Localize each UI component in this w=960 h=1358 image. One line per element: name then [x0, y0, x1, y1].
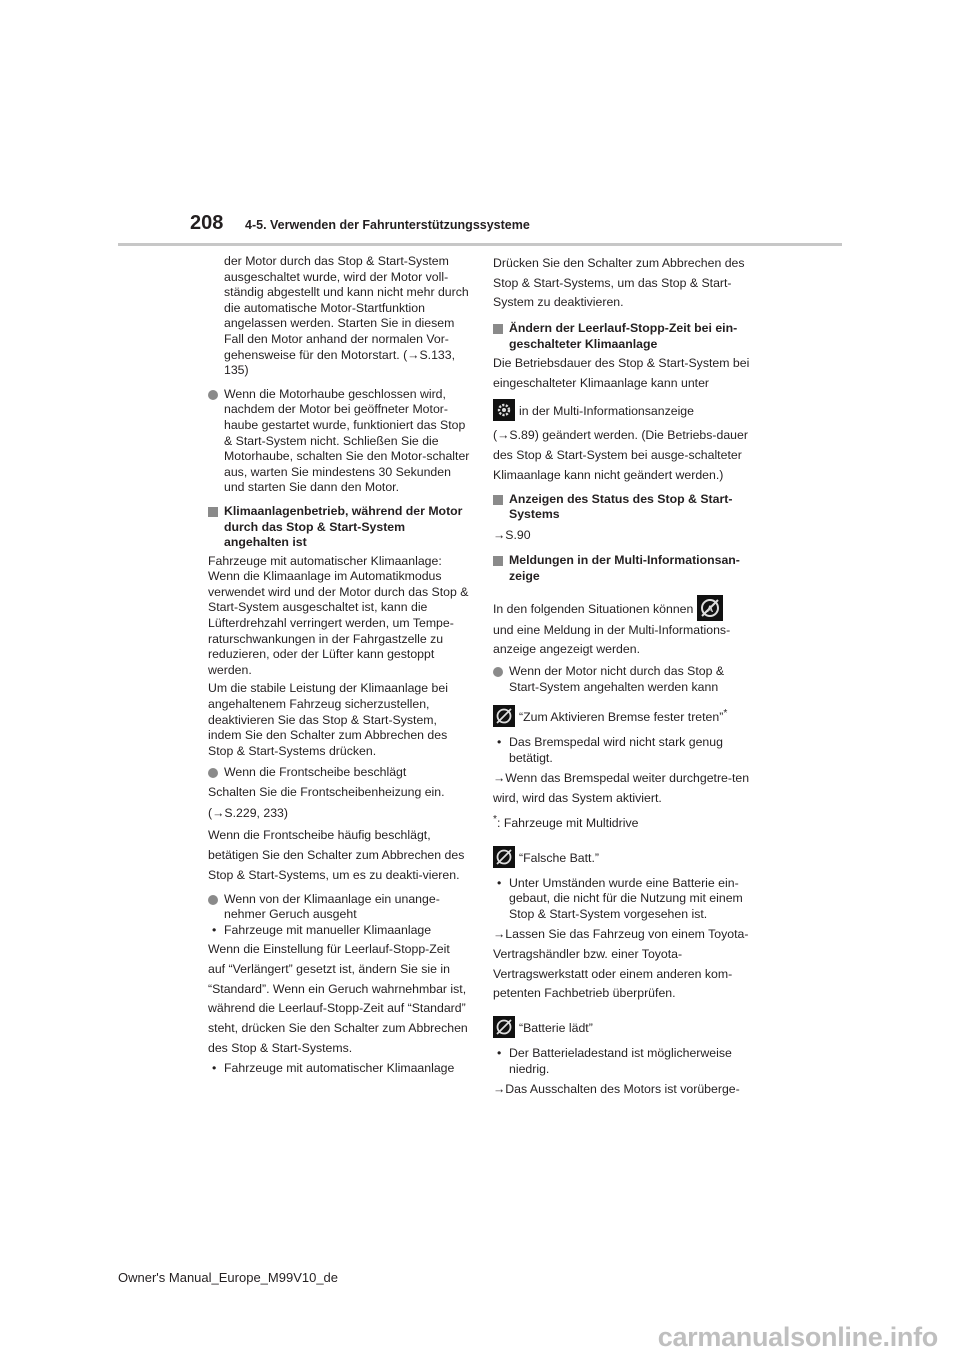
- cross-reference[interactable]: →S.90: [493, 527, 531, 542]
- bullet-dot: [208, 390, 218, 400]
- section-title: 4-5. Verwenden der Fahrunterstützungssysteme: [245, 218, 530, 232]
- footer: Owner's Manual_Europe_M99V10_de: [118, 1270, 339, 1285]
- subheading: Meldungen in der Multi-Informationsan-zeige: [493, 553, 755, 584]
- square-marker: [493, 324, 503, 334]
- stop-start-indicator-icon: [493, 705, 515, 727]
- paragraph: Wenn die Frontscheibe häufig beschlägt, betätigen Sie den Schalter zum Abbrechen des Stop & Start-Systems, um es zu deakti-vieren.: [208, 828, 465, 882]
- header-rule: [118, 243, 842, 246]
- sub-bullet: • Fahrzeuge mit automatischer Klimaanlage: [212, 1060, 455, 1075]
- subheading: Klimaanlagenbetrieb, während der Motor durch das Stop & Start-System angehalten ist: [208, 504, 470, 551]
- bullet-item: Wenn der Motor nicht durch das Stop & Start-System angehalten werden kann: [493, 664, 755, 695]
- paragraph: In den folgenden Situationen können A: [493, 595, 755, 621]
- paragraph: →Wenn das Bremspedal weiter durchgetre-ten wird, wird das System aktiviert.: [493, 771, 750, 806]
- paragraph: →Das Ausschalten des Motors ist vorüberge-: [493, 1082, 740, 1097]
- paragraph: Schalten Sie die Frontscheibenheizung ein.: [208, 785, 445, 799]
- paragraph: (→S.89) geändert werden. (Die Betriebs-dauer des Stop & Start-System bei ausge-schalteter Klimaanlage kann nicht geändert werden.): [493, 428, 748, 482]
- gear-icon: [493, 399, 515, 421]
- message-line: “Zum Aktivieren Bremse fester treten”*: [493, 705, 755, 727]
- svg-text:A: A: [707, 603, 714, 614]
- sub-bullet: • Das Bremspedal wird nicht stark genug betätigt.: [497, 735, 723, 765]
- bullet-dot: [493, 667, 503, 677]
- message-line: “Batterie lädt”: [493, 1016, 755, 1038]
- paragraph: →Lassen Sie das Fahrzeug von einem Toyota-Vertragshändler bzw. einer Toyota-Vertragswerkstatt oder einem anderen kom-petenten Fachbetrieb überprüfen.: [493, 927, 749, 1001]
- bullet-item: Wenn die Frontscheibe beschlägt: [208, 765, 470, 781]
- footnote: *: Fahrzeuge mit Multidrive: [493, 813, 639, 830]
- page-number: 208: [190, 212, 224, 234]
- paragraph: in der Multi-Informationsanzeige: [493, 399, 755, 422]
- sub-bullet: • Unter Umständen wurde eine Batterie ein-gebaut, die nicht für die Nutzung mit einem Stop & Start-System vorgesehen ist.: [497, 875, 743, 921]
- paragraph: Drücken Sie den Schalter zum Abbrechen des Stop & Start-Systems, um das Stop & Start-System zu deaktivieren.: [493, 256, 745, 310]
- square-marker: [493, 495, 503, 505]
- bullet-dot: [208, 768, 218, 778]
- paragraph: der Motor durch das Stop & Start-System ausgeschaltet wurde, wird der Motor voll-ständig abgestellt und kann nicht mehr durch die automatische Motor-Startfunktion angelassen werden. Starten Sie in diesem Fall den Motor anhand der normalen Vor-gehensweise für den Motorstart. (→S.133, 135): [224, 254, 469, 378]
- stop-start-indicator-icon: [493, 1016, 515, 1038]
- paragraph: Die Betriebsdauer des Stop & Start-System bei eingeschalteter Klimaanlage kann unter: [493, 356, 750, 390]
- stop-start-indicator-icon: [493, 846, 515, 868]
- square-marker: [208, 507, 218, 517]
- watermark: carmanualsonline.info: [657, 1322, 938, 1352]
- stop-start-indicator-icon: [697, 595, 723, 621]
- subheading: Anzeigen des Status des Stop & Start-Systems: [493, 492, 755, 523]
- paragraph: Wenn die Einstellung für Leerlauf-Stopp-Zeit auf “Verlängert” gesetzt ist, ändern Sie sie in “Standard”. Wenn ein Geruch wahrnehmbar ist, während die Leerlauf-Stopp-Zeit auf “Standard” steht, drücken Sie den Schalter zum Abbrechen des Stop & Start-Systems.: [208, 942, 468, 1055]
- paragraph: Um die stabile Leistung der Klimaanlage bei angehaltenem Fahrzeug sicherzustellen, deaktivieren Sie das Stop & Start-System, indem Sie den Schalter zum Abbrechen des Stop & Start-Systems drücken.: [208, 681, 448, 758]
- subheading: Ändern der Leerlauf-Stopp-Zeit bei ein-geschalteter Klimaanlage: [493, 321, 755, 352]
- paragraph: und eine Meldung in der Multi-Informations-anzeige angezeigt werden.: [493, 622, 731, 657]
- paragraph: Fahrzeuge mit automatischer Klimaanlage: Wenn die Klimaanlage im Automatikmodus verwendet wird und der Motor durch das Stop & Start-System ausgeschaltet ist, kann die Lüfterdrehzahl verringert werden, um Tempe-raturschwankungen in der Fahrgastzelle zu reduzieren, oder der Lüfter kann gestoppt werden.: [208, 553, 469, 677]
- message-line: “Falsche Batt.”: [493, 846, 755, 868]
- sub-bullet: • Der Batterieladestand ist möglicherweise niedrig.: [497, 1046, 732, 1076]
- bullet-item: Wenn die Motorhaube geschlossen wird, nachdem der Motor bei geöffneter Motor-haube gestartet wurde, funktioniert das Stop & Start-System nicht. Schließen Sie die Motorhaube, schalten Sie den Motor-schalter aus, warten Sie mindestens 30 Sekunden und starten Sie dann den Motor.: [208, 387, 470, 496]
- bullet-dot: [208, 895, 218, 905]
- left-column: [208, 254, 470, 1076]
- square-marker: [493, 556, 503, 566]
- bullet-item: Wenn von der Klimaanlage ein unange-nehmer Geruch ausgeht: [208, 892, 470, 923]
- right-column: [493, 254, 755, 1100]
- cross-reference[interactable]: (→S.229, 233): [208, 805, 288, 820]
- sub-bullet: • Fahrzeuge mit manueller Klimaanlage: [212, 922, 432, 937]
